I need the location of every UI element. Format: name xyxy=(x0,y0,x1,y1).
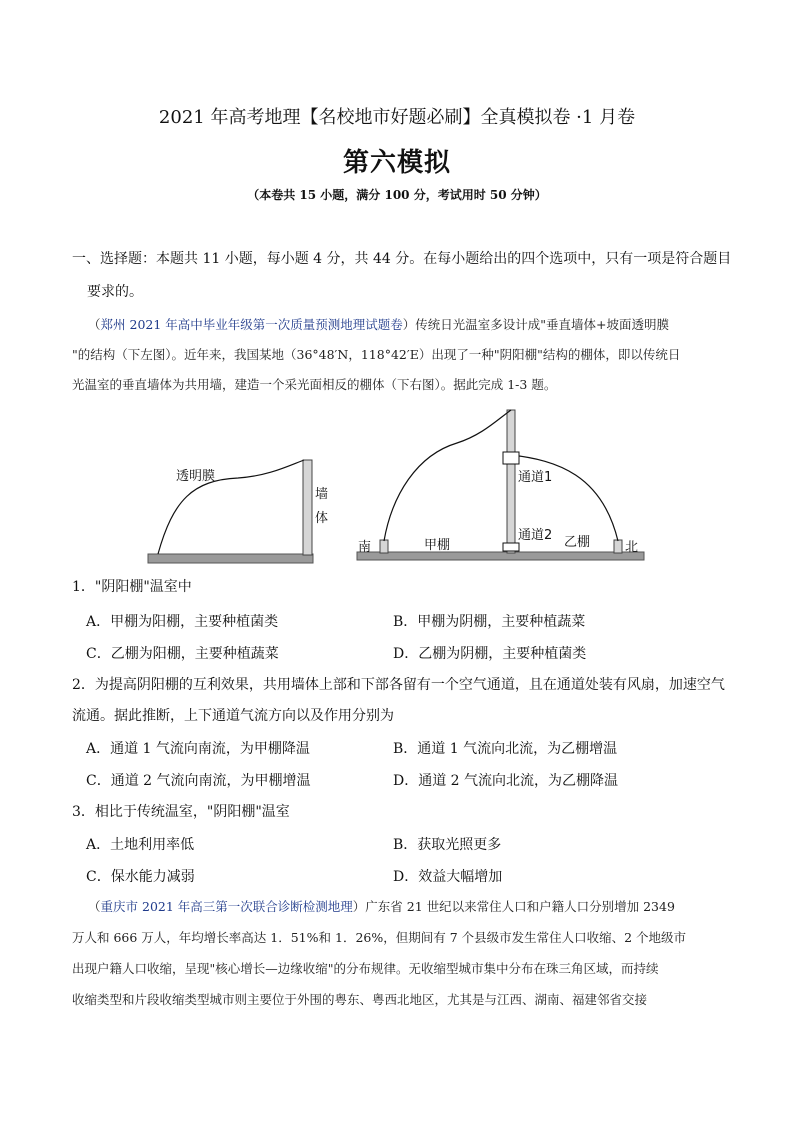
south-film xyxy=(384,410,511,541)
wall-label-2: 体 xyxy=(315,511,329,526)
label-north: 北 xyxy=(625,540,639,555)
film-label: 透明膜 xyxy=(176,469,216,484)
section-instruction-line2: 要求的。 xyxy=(87,284,143,300)
passage1-line3: 光温室的垂直墙体为共用墙，建造一个采光面相反的棚体（下右图）。据此完成 1-3 题。 xyxy=(72,377,557,392)
label-south: 南 xyxy=(358,540,372,555)
q3-option-d: D．效益大幅增加 xyxy=(393,869,503,885)
south-post xyxy=(380,540,388,553)
q1-stem: 1．"阴阳棚"温室中 xyxy=(72,579,192,595)
channel1-box xyxy=(503,452,519,464)
passage2-line3: 出现户籍人口收缩，呈现"核心增长—边缘收缩"的分布规律。无收缩型城市集中分布在珠三角区域，而持续 xyxy=(72,961,659,976)
wall xyxy=(303,460,312,555)
figure-yinyang-greenhouse xyxy=(357,405,647,565)
q3-option-a: A．土地利用率低 xyxy=(86,837,195,853)
q2-option-b: B．通道 1 气流向北流，为乙棚增温 xyxy=(393,741,618,757)
label-channel1: 通道1 xyxy=(518,470,553,485)
exam-title: 2021 年高考地理【名校地市好题必刷】全真模拟卷 ·1 月卷 xyxy=(158,107,636,128)
q1-option-b: B．甲棚为阴棚，主要种植蔬菜 xyxy=(393,614,586,630)
q1-option-a: A．甲棚为阳棚，主要种植菌类 xyxy=(86,614,279,630)
q2-stem-line1: 2．为提高阴阳棚的互利效果，共用墙体上部和下部各留有一个空气通道，且在通道处装有风扇，加速空气 xyxy=(72,677,725,693)
figure-traditional-greenhouse xyxy=(148,450,329,568)
wall-label-1: 墙 xyxy=(315,487,329,502)
q2-option-d: D．通道 2 气流向北流，为乙棚降温 xyxy=(393,773,619,789)
q1-option-d: D．乙棚为阴棚，主要种植菌类 xyxy=(393,646,587,662)
ground-bar xyxy=(357,552,644,560)
ground-bar xyxy=(148,554,313,563)
label-channel2: 通道2 xyxy=(518,528,553,543)
shared-wall xyxy=(507,410,515,553)
exam-subtitle: 第六模拟 xyxy=(342,148,451,178)
q3-option-c: C．保水能力减弱 xyxy=(86,869,195,885)
passage1-source: 郑州 2021 年高中毕业年级第一次质量预测地理试题卷 xyxy=(100,317,403,332)
passage1-line2: "的结构（下左图）。近年来，我国某地（36°48′N，118°42′E）出现了一种"阴阳棚"结构的棚体，即以传统日 xyxy=(72,347,681,362)
q1-option-c: C．乙棚为阳棚，主要种植蔬菜 xyxy=(86,646,279,662)
north-post xyxy=(614,540,622,553)
q2-option-c: C．通道 2 气流向南流，为甲棚增温 xyxy=(86,773,311,789)
passage2-line2: 万人和 666 万人，年均增长率高达 1．51%和 1．26%，但期间有 7 个县级市发生常住人口收缩、2 个地级市 xyxy=(72,930,687,945)
passage2-line1: （重庆市 2021 年高三第一次联合诊断检测地理）广东省 21 世纪以来常住人口和户籍人口分别增加 2349 xyxy=(88,899,675,914)
q2-option-a: A．通道 1 气流向南流，为甲棚降温 xyxy=(86,741,310,757)
passage2-source: 重庆市 2021 年高三第一次联合诊断检测地理 xyxy=(100,899,353,914)
q2-stem-line2: 流通。据此推断，上下通道气流方向以及作用分别为 xyxy=(72,708,394,724)
exam-note: （本卷共 15 小题，满分 100 分，考试用时 50 分钟） xyxy=(247,188,547,202)
channel2-box xyxy=(503,543,519,551)
label-jia: 甲棚 xyxy=(424,538,451,553)
q3-stem: 3．相比于传统温室，"阴阳棚"温室 xyxy=(72,804,290,820)
passage2-line4: 收缩类型和片段收缩类型城市则主要位于外围的粤东、粤西北地区，尤其是与江西、湖南、福建邻省交接 xyxy=(72,992,648,1007)
passage1-line1: （郑州 2021 年高中毕业年级第一次质量预测地理试题卷）传统日光温室多设计成"垂直墙体+坡面透明膜 xyxy=(88,317,670,332)
label-yi: 乙棚 xyxy=(564,535,591,550)
section-instruction-line1: 一、选择题：本题共 11 小题，每小题 4 分，共 44 分。在每小题给出的四个选项中，只有一项是符合题目 xyxy=(72,251,732,267)
q3-option-b: B．获取光照更多 xyxy=(393,837,502,853)
